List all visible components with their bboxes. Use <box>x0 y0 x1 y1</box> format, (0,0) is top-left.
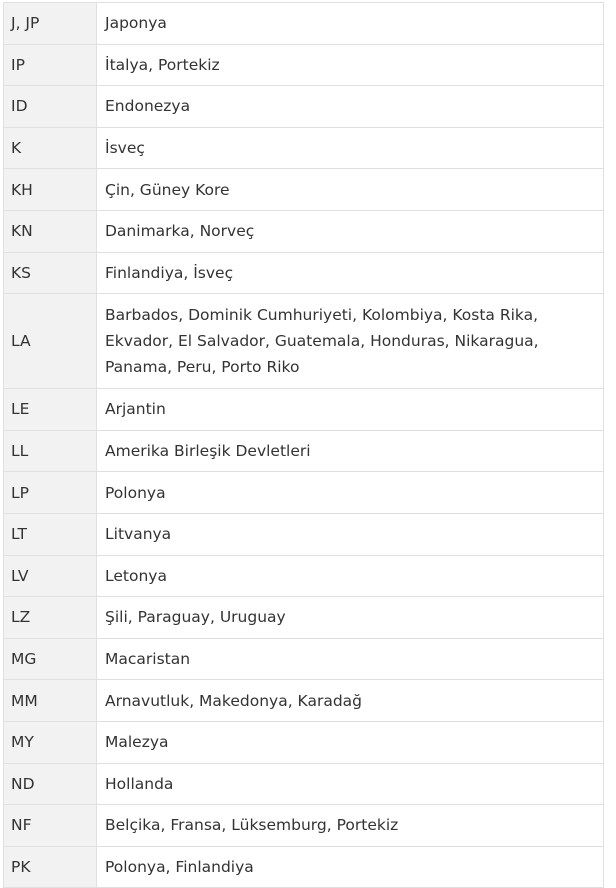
table-row <box>4 389 604 431</box>
countries-cell: Danimarka, Norveç <box>97 210 604 252</box>
table-row <box>4 169 604 211</box>
table-row <box>4 252 604 294</box>
table-row <box>4 555 604 597</box>
countries-cell: Şili, Paraguay, Uruguay <box>97 597 604 639</box>
countries-cell: Finlandiya, İsveç <box>97 252 604 294</box>
table-row <box>4 472 604 514</box>
countries-cell: Arnavutluk, Makedonya, Karadağ <box>97 680 604 722</box>
code-cell: LV <box>4 555 97 597</box>
table-row <box>4 597 604 639</box>
code-cell: MM <box>4 680 97 722</box>
code-cell: KH <box>4 169 97 211</box>
countries-cell: Polonya, Finlandiya <box>97 846 604 888</box>
table-row <box>4 44 604 86</box>
code-cell: PK <box>4 846 97 888</box>
table-row <box>4 721 604 763</box>
countries-cell: Amerika Birleşik Devletleri <box>97 430 604 472</box>
table-row <box>4 805 604 847</box>
code-cell: IP <box>4 44 97 86</box>
table-row <box>4 680 604 722</box>
table-row <box>4 638 604 680</box>
countries-cell: Litvanya <box>97 513 604 555</box>
code-cell: J, JP <box>4 3 97 45</box>
country-code-table <box>3 2 604 888</box>
countries-cell: Arjantin <box>97 389 604 431</box>
table-row <box>4 846 604 888</box>
countries-cell: Çin, Güney Kore <box>97 169 604 211</box>
table-row <box>4 294 604 389</box>
code-cell: ID <box>4 86 97 128</box>
code-cell: MG <box>4 638 97 680</box>
table-row <box>4 513 604 555</box>
code-cell: KN <box>4 210 97 252</box>
code-cell: K <box>4 127 97 169</box>
countries-cell: Letonya <box>97 555 604 597</box>
code-cell: NF <box>4 805 97 847</box>
table-row <box>4 3 604 45</box>
countries-cell: Macaristan <box>97 638 604 680</box>
countries-cell: Malezya <box>97 721 604 763</box>
code-cell: LP <box>4 472 97 514</box>
code-cell: LL <box>4 430 97 472</box>
code-cell: LZ <box>4 597 97 639</box>
table-row <box>4 430 604 472</box>
code-cell: MY <box>4 721 97 763</box>
code-cell: KS <box>4 252 97 294</box>
table-row <box>4 86 604 128</box>
code-cell: LE <box>4 389 97 431</box>
code-cell: LA <box>4 294 97 389</box>
countries-cell: Endonezya <box>97 86 604 128</box>
table-row <box>4 763 604 805</box>
countries-cell: Barbados, Dominik Cumhuriyeti, Kolombiya, Kosta Rika, Ekvador, El Salvador, Guatemala, Honduras, Nikaragua, Panama, Peru, Porto Riko <box>97 294 604 389</box>
table-row <box>4 210 604 252</box>
table-row <box>4 127 604 169</box>
countries-cell: Japonya <box>97 3 604 45</box>
countries-cell: Hollanda <box>97 763 604 805</box>
countries-cell: Polonya <box>97 472 604 514</box>
countries-cell: Belçika, Fransa, Lüksemburg, Portekiz <box>97 805 604 847</box>
code-cell: ND <box>4 763 97 805</box>
countries-cell: İsveç <box>97 127 604 169</box>
code-cell: LT <box>4 513 97 555</box>
country-code-table-wrapper <box>3 2 603 888</box>
countries-cell: İtalya, Portekiz <box>97 44 604 86</box>
